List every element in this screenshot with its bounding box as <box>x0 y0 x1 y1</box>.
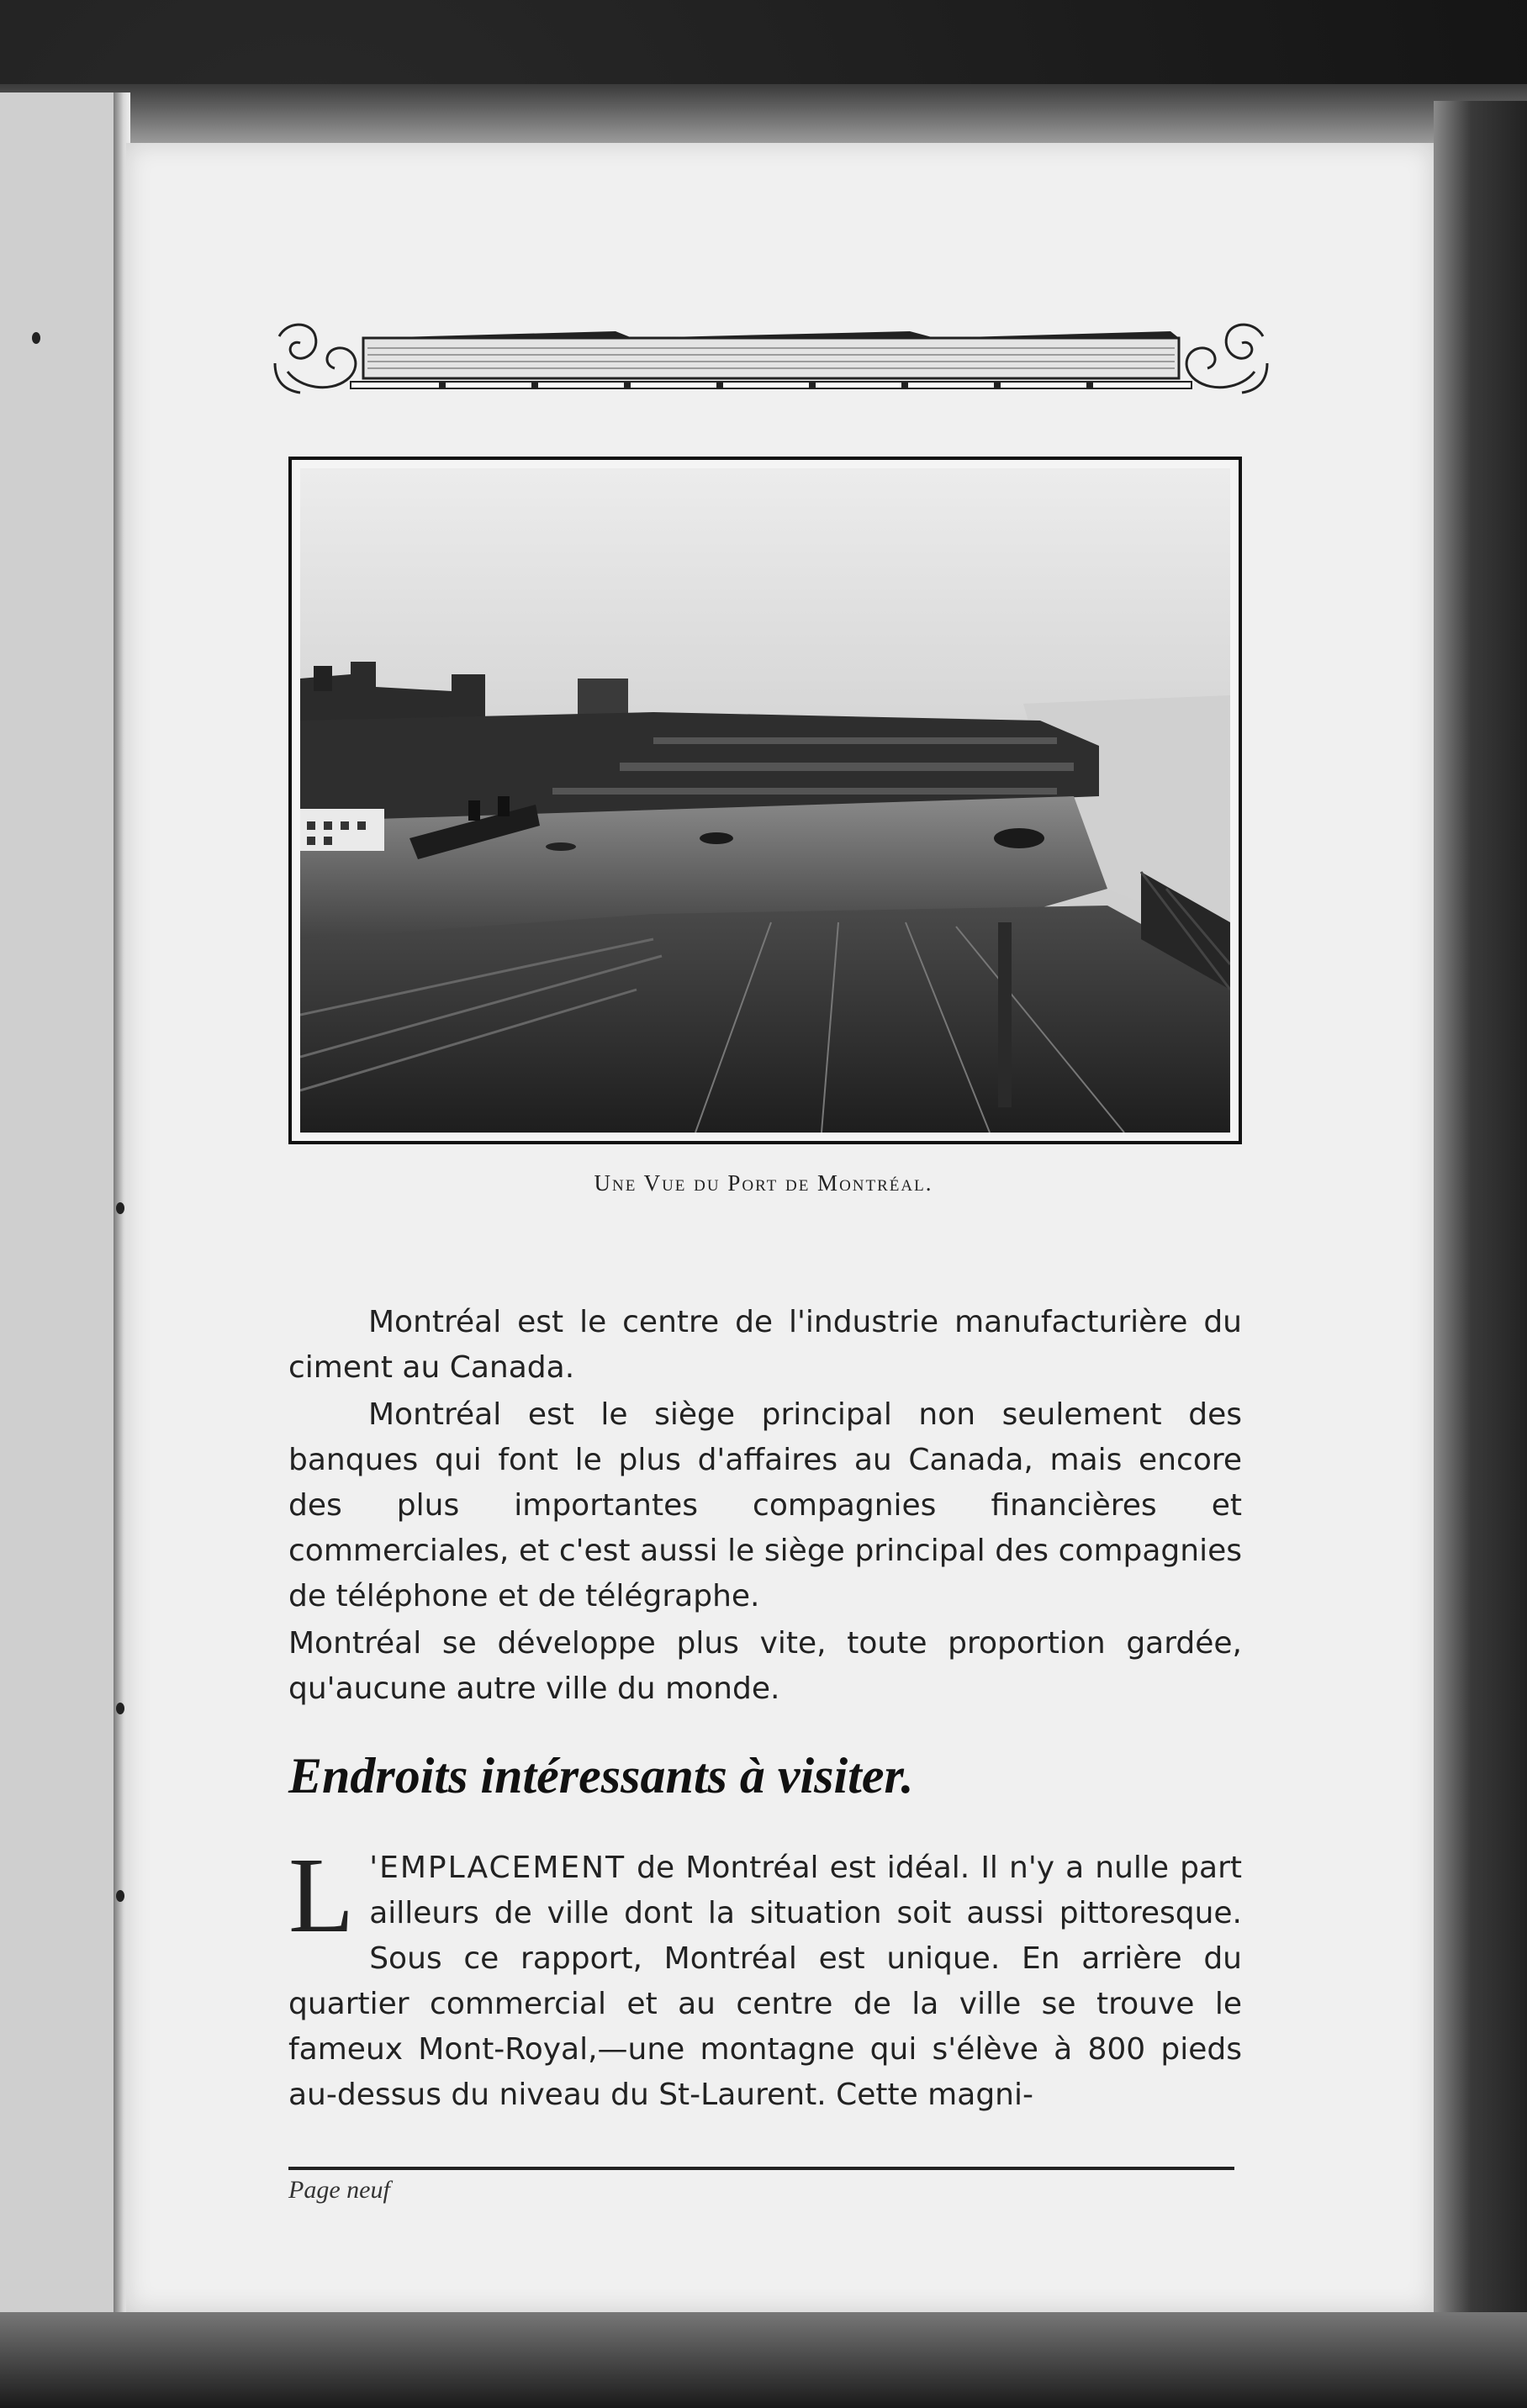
paragraph-first-word: 'EMPLACEMENT <box>369 1851 626 1885</box>
paragraph-body: de Montréal est idéal. Il n'y a nulle part ailleurs de ville dont la situation soit aussi pittoresque. Sous ce rapport, Montréal est unique. En arrière du quartier commercial et au centre de la ville se trouve le fameux Mont-Royal,—une montagne qui s'élève à 800 pieds au-dessus du niveau du St-Laurent. Cette magni- <box>288 1851 1242 2112</box>
page-number-label: Page neuf <box>288 2176 390 2204</box>
harbour-scene-image <box>300 468 1230 1133</box>
paragraph-growth: Montréal se développe plus vite, toute proportion gardée, qu'aucune autre ville du monde. <box>288 1626 1242 1706</box>
section-heading: Endroits intéressants à visiter. <box>288 1748 914 1803</box>
facing-page-edge <box>0 92 126 2379</box>
paragraph-head-offices: Montréal est le siège principal non seulement des banques qui font le plus d'affaires au Canada, mais encore des plus importantes compagnies financières et commerciales, et c'est aussi le siège principal des compagnies de téléphone et de télégraphe. <box>288 1397 1242 1613</box>
scan-speck <box>116 1890 124 1902</box>
scan-speck <box>116 1202 124 1214</box>
footer-rule <box>288 2167 1234 2170</box>
port-photograph <box>288 457 1242 1144</box>
page-top-edge <box>0 84 1527 143</box>
photo-caption: Une Vue du Port de Montréal. <box>594 1170 933 1196</box>
page-right-edge <box>1434 101 1527 2371</box>
drop-cap-letter: L <box>288 1835 355 1955</box>
ornamental-header-banner <box>271 313 1271 414</box>
paragraph-location <box>288 1835 1242 2118</box>
paragraph-cement-industry: Montréal est le centre de l'industrie manufacturière du ciment au Canada. <box>288 1305 1242 1385</box>
scan-speck <box>116 1703 124 1714</box>
scan-speck <box>32 332 40 344</box>
page-bottom-edge <box>0 2312 1527 2408</box>
